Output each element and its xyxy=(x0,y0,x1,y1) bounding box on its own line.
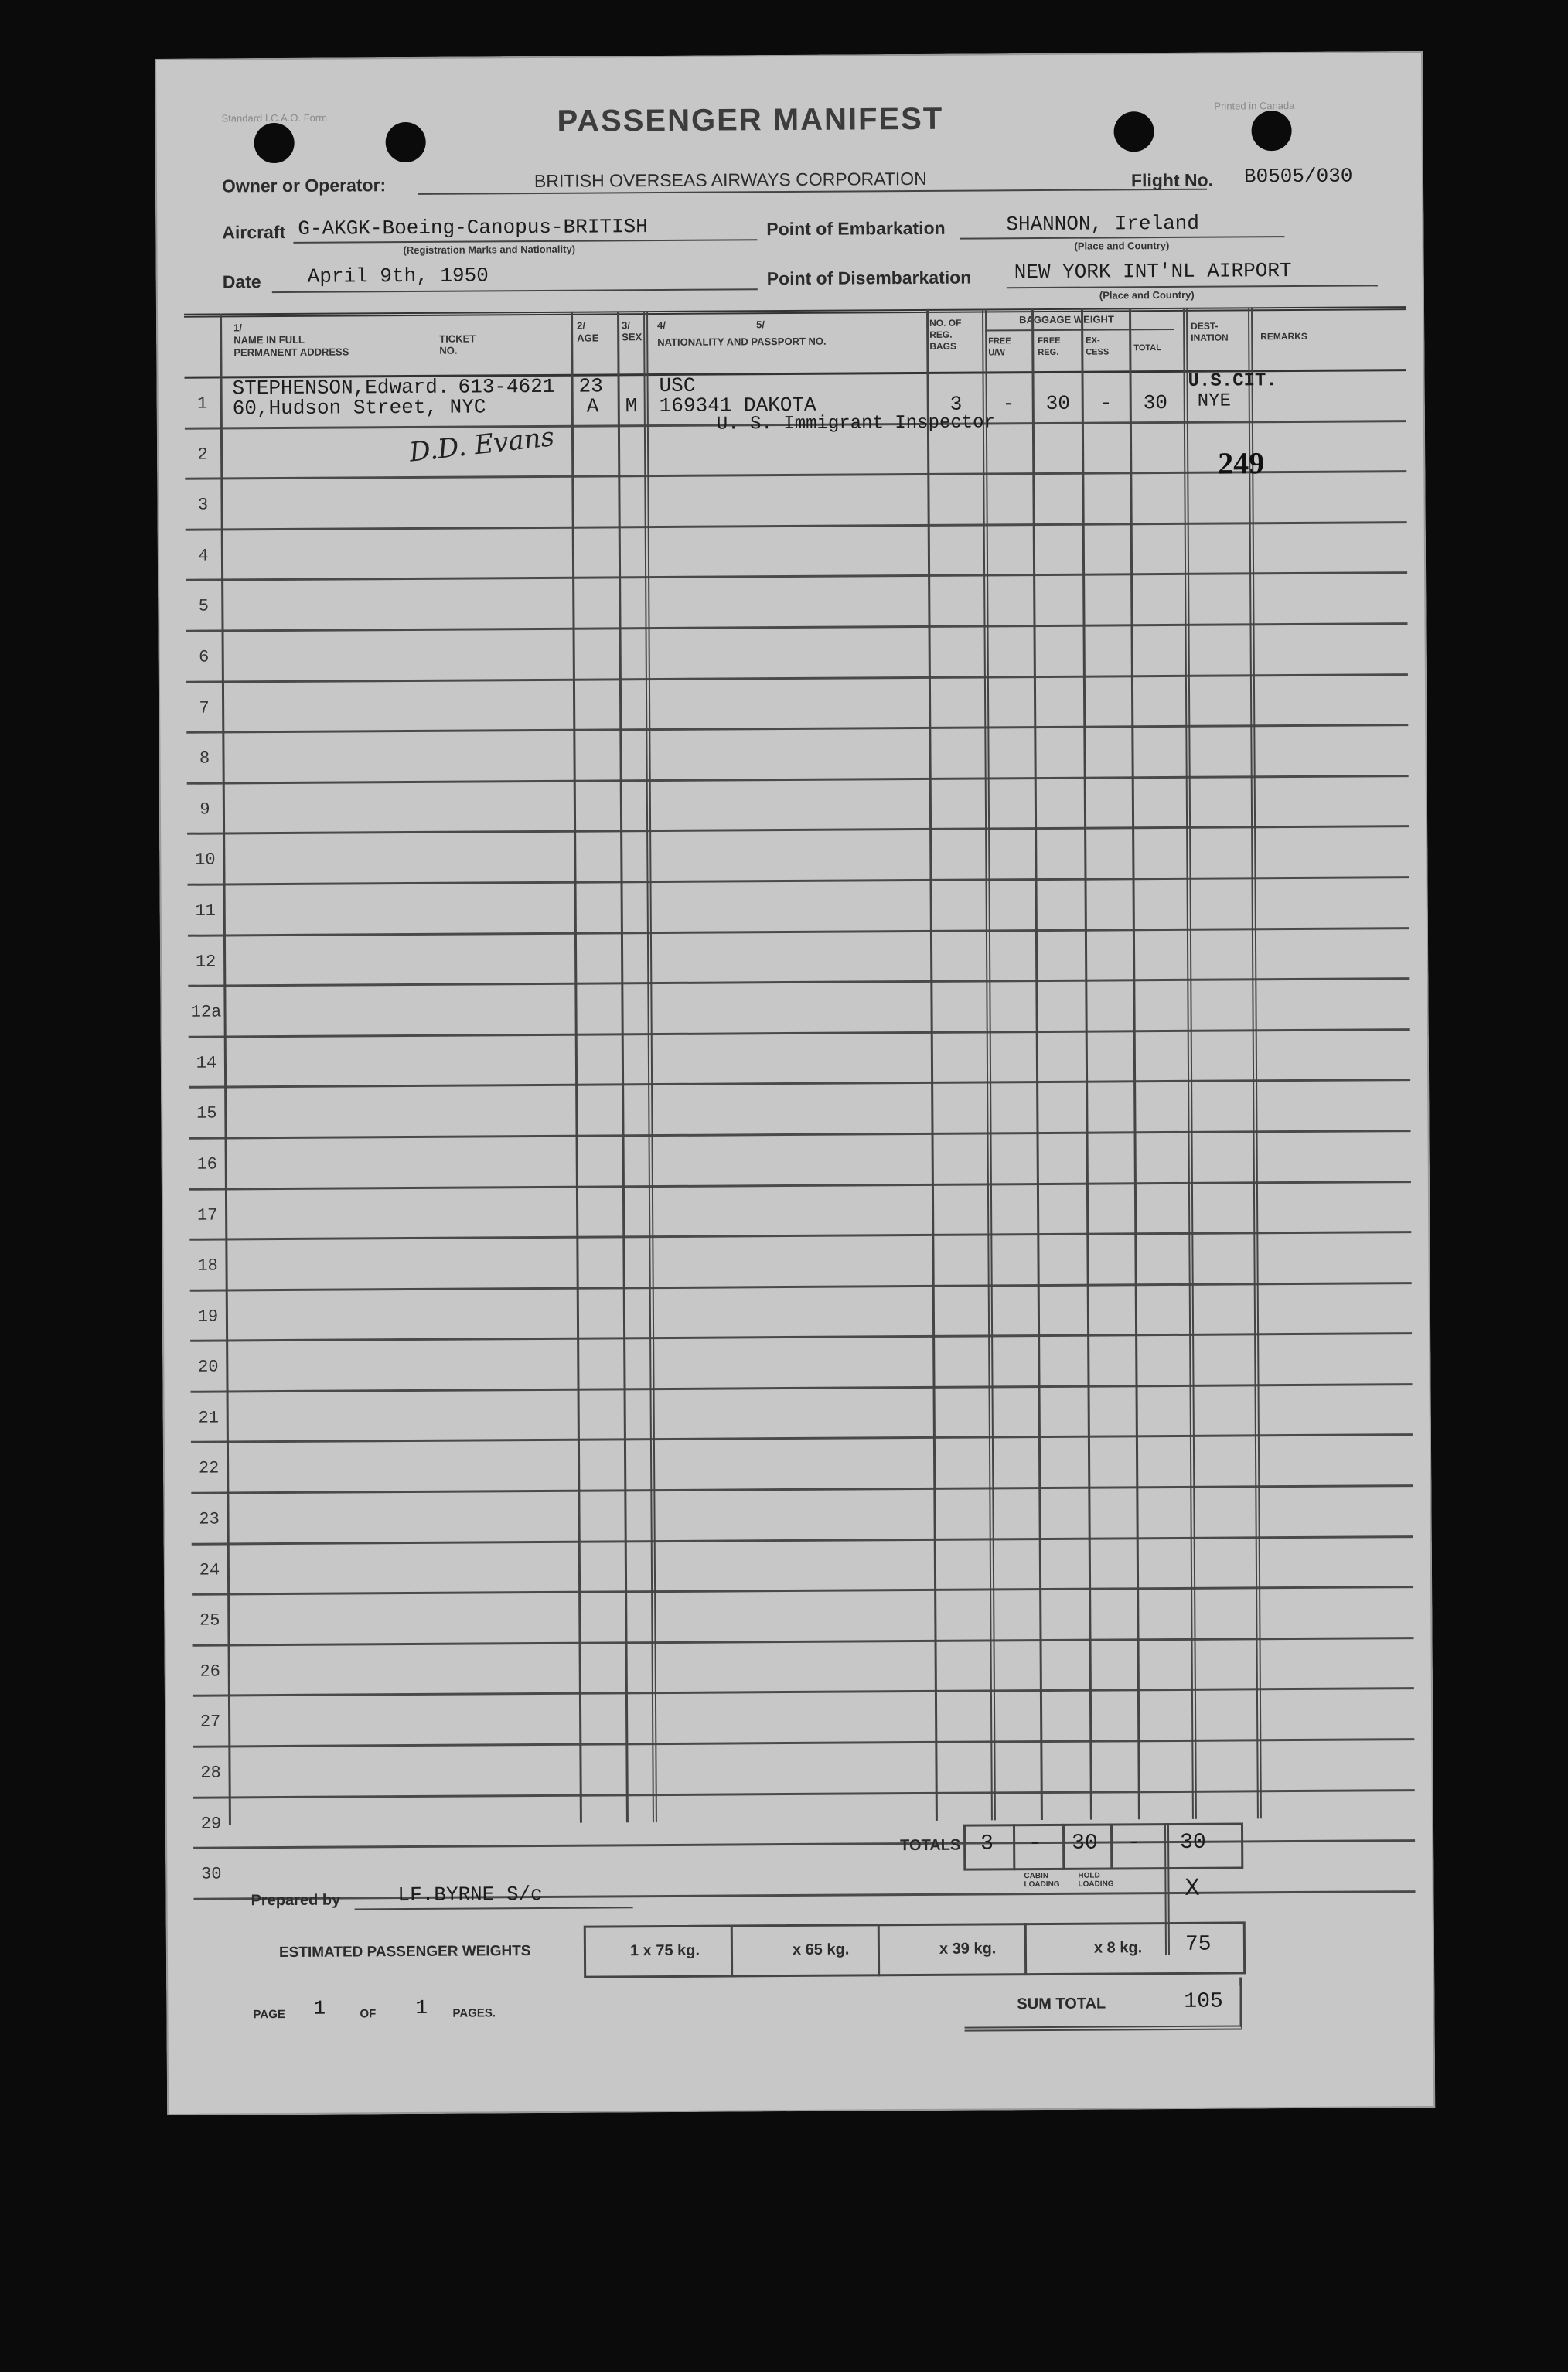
row-number: 24 xyxy=(199,1560,220,1580)
passenger-sex: M xyxy=(625,394,638,418)
col-address: PERMANENT ADDRESS xyxy=(233,346,349,359)
totals-bags: 3 xyxy=(980,1832,994,1856)
row-number: 1 xyxy=(197,394,208,414)
table-row xyxy=(187,827,1409,885)
passenger-free-reg: 30 xyxy=(1045,391,1071,415)
passenger-name: STEPHENSON,Edward. xyxy=(232,375,450,400)
aircraft-label: Aircraft xyxy=(222,221,286,243)
disembark-label: Point of Disembarkation xyxy=(766,267,972,289)
flight-value: B0505/030 xyxy=(1243,164,1353,189)
passenger-excess: - xyxy=(1099,391,1113,415)
stamp-number: 249 xyxy=(1218,445,1265,481)
col-baggage: BAGGAGE WEIGHT xyxy=(1019,313,1114,326)
row-number: 6 xyxy=(199,647,210,667)
table-row xyxy=(189,1031,1410,1089)
table-row xyxy=(190,1334,1412,1392)
weight-8: x 8 kg. xyxy=(1093,1939,1143,1957)
table-row xyxy=(191,1436,1413,1494)
embark-value: SHANNON, Ireland xyxy=(1006,211,1200,237)
table-row xyxy=(193,1639,1414,1697)
weight-total: 75 xyxy=(1185,1932,1212,1957)
row-number: 5 xyxy=(198,596,209,617)
row-number: 14 xyxy=(196,1053,217,1073)
date-value: April 9th, 1950 xyxy=(307,264,489,288)
disembark-value: NEW YORK INT'NL AIRPORT xyxy=(1014,259,1292,285)
totals-label: TOTALS xyxy=(900,1836,961,1855)
row-number: 15 xyxy=(196,1103,217,1124)
table-row xyxy=(189,1132,1411,1190)
row-number: 28 xyxy=(200,1763,221,1783)
cabin-mark: X xyxy=(1185,1873,1200,1903)
passenger-ticket: 613-4621 xyxy=(458,374,555,399)
hold-loading-label: HOLD LOADING xyxy=(1078,1871,1114,1889)
table-row xyxy=(190,1284,1412,1342)
col-bags: NO. OF REG. BAGS xyxy=(929,317,962,352)
aircraft-sub: (Registration Marks and Nationality) xyxy=(403,243,576,257)
weight-65: x 65 kg. xyxy=(792,1941,850,1959)
row-number: 3 xyxy=(197,495,209,515)
col-age: AGE xyxy=(577,332,599,344)
col-dest: DEST- INATION xyxy=(1191,320,1229,343)
passenger-nationality: USC xyxy=(659,373,696,398)
form-printed-label: Printed in Canada xyxy=(1214,99,1295,112)
col-nationality: NATIONALITY AND PASSPORT NO. xyxy=(657,335,827,349)
weight-75: 1 x 75 kg. xyxy=(629,1941,700,1960)
passenger-free-uw: - xyxy=(1002,392,1015,416)
weights-label: ESTIMATED PASSENGER WEIGHTS xyxy=(278,1943,531,1961)
row-number: 8 xyxy=(199,748,210,769)
col-free-reg: FREE REG. xyxy=(1038,336,1061,358)
totals-excess: - xyxy=(1127,1831,1141,1856)
table-header xyxy=(184,306,1406,379)
prepared-label: Prepared by xyxy=(251,1891,341,1910)
passenger-address: 60,Hudson Street, NYC xyxy=(232,395,486,421)
table-row xyxy=(186,726,1408,784)
punch-hole xyxy=(386,122,426,162)
owner-value: BRITISH OVERSEAS AIRWAYS CORPORATION xyxy=(533,168,927,192)
flight-label: Flight No. xyxy=(1130,169,1214,191)
page-label: PAGE xyxy=(253,2008,285,2022)
row-number: 18 xyxy=(197,1256,218,1276)
row-number: 2 xyxy=(197,445,208,465)
table-row xyxy=(186,625,1408,683)
table-row xyxy=(192,1538,1413,1596)
punch-hole xyxy=(1251,111,1291,151)
of-value: 1 xyxy=(415,1995,428,2019)
sum-total-label: SUM TOTAL xyxy=(1017,1995,1106,2013)
row-number: 23 xyxy=(199,1509,220,1529)
totals-total: 30 xyxy=(1180,1830,1206,1855)
passenger-age-code: A xyxy=(586,394,599,418)
table-row xyxy=(191,1487,1413,1545)
table-row xyxy=(188,878,1409,936)
owner-label: Owner or Operator: xyxy=(221,175,387,196)
row-number: 25 xyxy=(199,1610,220,1631)
totals-free-reg: 30 xyxy=(1072,1831,1098,1856)
col-name-num: 1/ xyxy=(233,322,243,334)
passenger-age: 23 xyxy=(578,374,603,398)
weight-39: x 39 kg. xyxy=(939,1940,997,1958)
page-title: PASSENGER MANIFEST xyxy=(557,101,944,138)
table-row xyxy=(193,1740,1414,1798)
passenger-passport: 169341 DAKOTA xyxy=(659,393,816,418)
table-row xyxy=(186,676,1408,734)
table-row xyxy=(186,574,1407,632)
table-row xyxy=(191,1385,1413,1443)
date-label: Date xyxy=(222,271,261,292)
form-standard-label: Standard I.C.A.O. Form xyxy=(221,111,328,124)
passenger-total: 30 xyxy=(1143,391,1168,415)
col-pass-num: 5/ xyxy=(756,319,765,331)
table-body xyxy=(185,371,1416,1900)
table-row xyxy=(187,777,1409,835)
punch-hole xyxy=(254,123,295,163)
passenger-bags: 3 xyxy=(949,392,963,416)
prepared-value: LF.BYRNE S/c xyxy=(397,1882,543,1907)
passenger-dest-2: NYE xyxy=(1197,390,1232,412)
col-excess: EX- CESS xyxy=(1086,336,1110,357)
row-number: 20 xyxy=(198,1357,219,1377)
col-ticket: TICKET NO. xyxy=(439,332,476,356)
sum-total-value: 105 xyxy=(1184,1989,1223,2014)
row-number: 19 xyxy=(197,1307,219,1327)
table-row xyxy=(192,1588,1413,1646)
table-row xyxy=(193,1690,1414,1748)
col-free-uw: FREE U/W xyxy=(988,336,1011,358)
row-number: 29 xyxy=(200,1814,222,1834)
disembark-sub: (Place and Country) xyxy=(1099,288,1195,302)
col-total: TOTAL xyxy=(1133,343,1162,353)
row-number: 4 xyxy=(198,546,209,566)
manifest-page xyxy=(155,51,1435,2115)
row-number: 27 xyxy=(199,1712,221,1733)
table-row xyxy=(185,472,1406,530)
table-row xyxy=(188,980,1409,1038)
row-number: 7 xyxy=(199,698,210,718)
table-row xyxy=(189,1081,1410,1139)
totals-free-uw: - xyxy=(1028,1832,1042,1856)
table-row xyxy=(188,929,1409,987)
table-row xyxy=(189,1183,1411,1241)
row-number: 12a xyxy=(190,1002,222,1022)
row-number: 9 xyxy=(199,799,210,820)
row-number: 16 xyxy=(196,1154,218,1174)
embark-label: Point of Embarkation xyxy=(766,217,946,240)
embark-sub: (Place and Country) xyxy=(1074,239,1170,252)
col-age-num: 2/ xyxy=(577,319,586,332)
page-value: 1 xyxy=(313,1996,326,2020)
row-number: 10 xyxy=(195,850,216,871)
inspector-signature: D.D. Evans xyxy=(407,421,556,469)
row-number: 22 xyxy=(198,1458,220,1479)
table-row xyxy=(186,523,1407,581)
col-remarks: REMARKS xyxy=(1260,330,1307,343)
row-number: 30 xyxy=(201,1864,222,1884)
row-number: 17 xyxy=(196,1205,218,1225)
punch-hole xyxy=(1113,111,1154,152)
inspector-note: U. S. Immigrant Inspector xyxy=(716,412,996,435)
col-name: NAME IN FULL xyxy=(233,333,305,346)
row-number: 11 xyxy=(195,901,216,921)
row-number: 12 xyxy=(195,952,216,972)
cabin-loading-label: CABIN LOADING xyxy=(1024,1871,1060,1890)
pages-label: PAGES. xyxy=(452,2006,496,2020)
row-number: 21 xyxy=(198,1408,220,1428)
passenger-dest: U.S.CIT. xyxy=(1188,370,1277,392)
col-sex: 3/ SEX xyxy=(622,319,643,343)
aircraft-value: G-AKGK-Boeing-Canopus-BRITISH xyxy=(298,215,648,240)
of-label: OF xyxy=(360,2007,377,2021)
row-number: 26 xyxy=(199,1661,221,1682)
col-nat-num: 4/ xyxy=(657,319,666,332)
manifest-table xyxy=(184,306,1416,1900)
table-row xyxy=(189,1233,1411,1291)
